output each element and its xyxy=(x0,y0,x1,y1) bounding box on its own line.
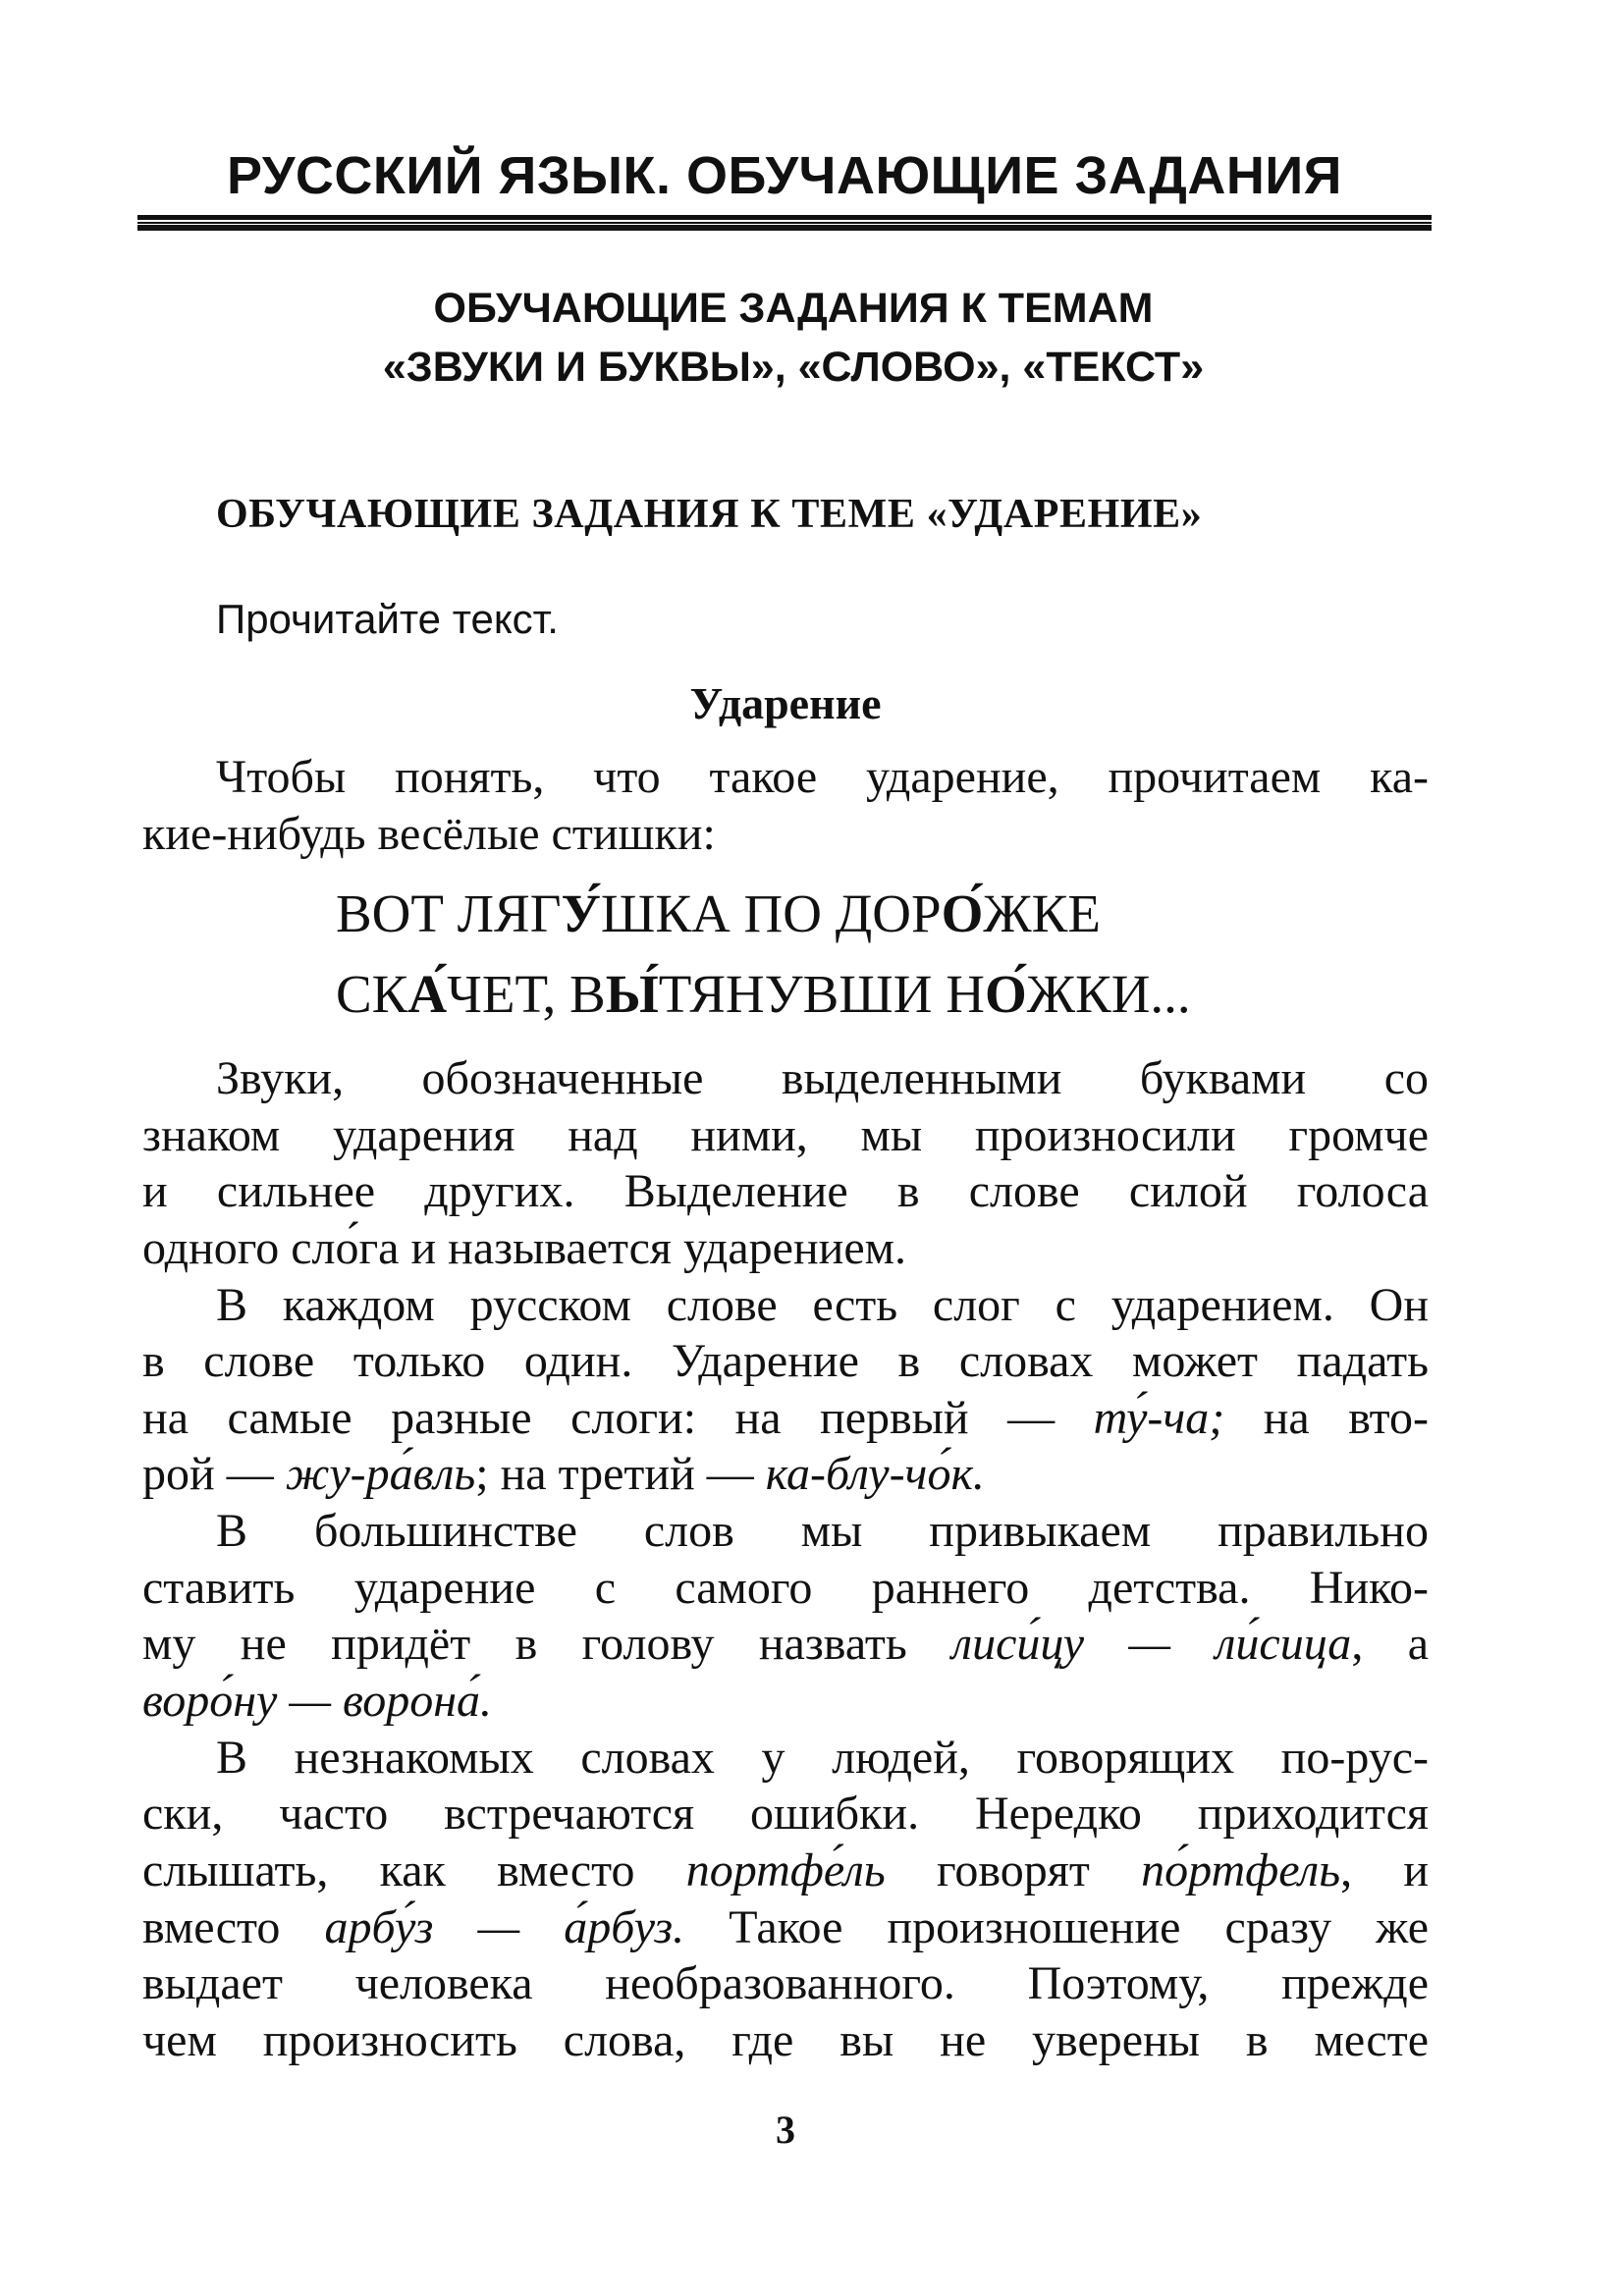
header-rule-thin xyxy=(137,222,1432,224)
text-segment: СК xyxy=(336,964,408,1024)
italic-example-word: ту́-ча; xyxy=(1093,1391,1225,1444)
intro-paragraph-block xyxy=(142,749,1429,862)
text-segment: ЧЕТ, В xyxy=(447,964,606,1024)
stressed-letter: О́ xyxy=(984,964,1027,1024)
text-segment: ; на третий — xyxy=(475,1448,766,1501)
stressed-letter: У́ xyxy=(561,883,601,943)
poem-excerpt xyxy=(336,874,1191,1035)
text-line xyxy=(142,1899,1429,1956)
text-segment: в слове только один. Ударение в словах может падать xyxy=(142,1335,1429,1388)
section-title-line: ОБУЧАЮЩИЕ ЗАДАНИЯ К ТЕМАМ xyxy=(433,285,1154,332)
italic-example-word: арбу́з — а́рбуз. xyxy=(324,1900,685,1953)
main-text-block xyxy=(142,1050,1429,2069)
text-segment: ЖКИ... xyxy=(1026,964,1191,1024)
section-title xyxy=(147,279,1439,397)
section-title-line: «ЗВУКИ И БУКВЫ», «СЛОВО», «ТЕКСТ» xyxy=(382,344,1205,391)
page-number: 3 xyxy=(776,2108,795,2152)
header-rule-thick-top xyxy=(137,215,1432,220)
text-segment: на вто- xyxy=(1224,1391,1429,1444)
text-segment: ЖКЕ xyxy=(983,883,1101,943)
poem-line xyxy=(336,954,1191,1035)
poem-line xyxy=(336,874,1191,954)
text-line xyxy=(142,1107,1429,1164)
text-segment: и сильнее других. Выделение в слове силой голоса xyxy=(142,1165,1429,1218)
italic-example-word: ка-блу-чо́к. xyxy=(765,1448,985,1501)
text-segment: ски, часто встречаются ошибки. Нередко приходится xyxy=(142,1788,1429,1841)
text-title: Ударение xyxy=(689,678,882,728)
page-header-title: РУССКИЙ ЯЗЫК. ОБУЧАЮЩИЕ ЗАДАНИЯ xyxy=(227,146,1342,205)
stressed-letter: Ы́ xyxy=(605,964,659,1024)
text-segment: ставить ударение с самого раннего детства. Нико- xyxy=(142,1561,1429,1614)
text-line xyxy=(142,1446,1429,1503)
text-segment: ТЯНУВШИ Н xyxy=(658,964,985,1024)
text-segment: выдает человека необразованного. Поэтому, прежде xyxy=(142,1957,1429,2010)
text-line xyxy=(142,1955,1429,2012)
text-segment: чем произносить слова, где вы не уверены в месте xyxy=(142,2013,1429,2066)
text-line xyxy=(142,1786,1429,1842)
text-segment: слышать, как вместо xyxy=(142,1843,686,1896)
text-line xyxy=(142,749,1429,806)
text-line xyxy=(142,1616,1429,1673)
text-line xyxy=(142,1673,1429,1730)
text-segment: ШКА ПО ДОР xyxy=(600,883,942,943)
text-line xyxy=(142,1390,1429,1447)
text-segment: му не придёт в голову назвать xyxy=(142,1618,952,1671)
text-line xyxy=(142,1842,1429,1899)
italic-example-word: жу-ра́вль xyxy=(285,1448,476,1501)
text-segment: В незнакомых словах у людей, говорящих по-рус- xyxy=(216,1731,1429,1784)
text-segment: Чтобы понять, что такое ударение, прочитаем ка- xyxy=(216,751,1429,803)
text-segment: Звуки, обозначенные выделенными буквами со xyxy=(216,1052,1429,1104)
text-segment: , а xyxy=(1351,1618,1429,1671)
text-line xyxy=(142,1220,1429,1277)
text-line xyxy=(142,1277,1429,1334)
text-line xyxy=(142,1730,1429,1787)
text-line xyxy=(142,1163,1429,1220)
text-segment: одного сло́га и называется ударением. xyxy=(142,1221,907,1274)
text-segment: Такое произношение сразу же xyxy=(684,1900,1429,1953)
text-segment: кие-нибудь весёлые стишки: xyxy=(142,807,716,860)
stressed-letter: О́ xyxy=(941,883,984,943)
text-segment: вместо xyxy=(142,1900,325,1953)
text-line xyxy=(142,1333,1429,1390)
text-line xyxy=(142,1503,1429,1560)
text-line xyxy=(142,2012,1429,2069)
text-segment: , и xyxy=(1340,1843,1429,1896)
text-line xyxy=(142,1050,1429,1107)
text-segment: ВОТ ЛЯГ xyxy=(336,883,562,943)
text-segment: на самые разные слоги: на первый — xyxy=(142,1391,1094,1444)
italic-example-word: лиси́цу — ли́сица xyxy=(951,1618,1352,1671)
text-segment: знаком ударения над ними, мы произносили громче xyxy=(142,1108,1429,1161)
task-instruction: Прочитайте текст. xyxy=(216,596,559,642)
italic-example-word: портфе́ль xyxy=(685,1843,886,1896)
text-segment: говорят xyxy=(885,1843,1142,1896)
text-segment: рой — xyxy=(142,1448,286,1501)
stressed-letter: А́ xyxy=(407,964,448,1024)
italic-example-word: воро́ну — ворона́. xyxy=(142,1675,493,1728)
text-line xyxy=(142,806,1429,863)
text-line xyxy=(142,1560,1429,1617)
text-segment: В каждом русском слове есть слог с ударением. Он xyxy=(216,1278,1429,1331)
italic-example-word: по́ртфель xyxy=(1141,1843,1341,1896)
text-segment: В большинстве слов мы привыкаем правильно xyxy=(216,1505,1429,1558)
header-rule-thick-bottom xyxy=(137,225,1432,231)
subsection-title: ОБУЧАЮЩИЕ ЗАДАНИЯ К ТЕМЕ «УДАРЕНИЕ» xyxy=(216,492,1203,537)
